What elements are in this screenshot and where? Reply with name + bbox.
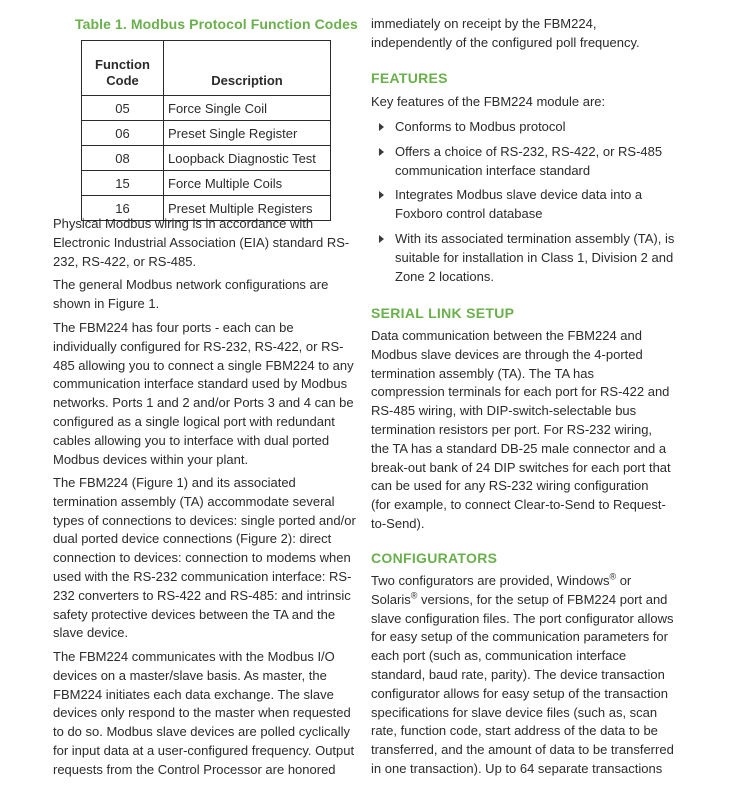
- list-item: Conforms to Modbus protocol: [371, 118, 681, 137]
- features-intro: Key features of the FBM224 module are:: [371, 94, 606, 109]
- column-header-description: Description: [164, 41, 331, 96]
- table-row: [82, 171, 331, 196]
- paragraph-network-config: The general Modbus network configurations are shown in Figure 1.: [53, 277, 329, 311]
- cell-description: Force Multiple Coils: [164, 171, 331, 196]
- bullet-arrow-icon: [379, 123, 384, 131]
- cell-code: 16: [82, 196, 164, 221]
- table-row: [82, 146, 331, 171]
- features-heading: FEATURES: [371, 70, 448, 86]
- bullet-arrow-icon: [379, 191, 384, 199]
- table-header-row: [82, 41, 331, 96]
- bullet-arrow-icon: [379, 148, 384, 156]
- column-header-function-code: Function Code: [82, 41, 164, 96]
- paragraph-wiring: Physical Modbus wiring is in accordance with Electronic Industrial Association (EIA) standard RS-232, RS-422, or RS-485.: [53, 216, 350, 269]
- list-item: With its associated termination assembly (TA), is suitable for installation in Class 1, Division 2 and Zone 2 locations.: [371, 230, 681, 286]
- paragraph-master-slave: The FBM224 communicates with the Modbus I/O devices on a master/slave basis. As master, the FBM224 initiates each data exchange. The slave devices only respond to the master when requested to do so. Modbus slave devices are polled cyclically for input data at a user-configured frequency. Output requests from the Control Processor are honored: [53, 649, 355, 777]
- paragraph-continuation: immediately on receipt by the FBM224, independently of the configured poll frequency.: [371, 16, 640, 50]
- paragraph-ports: The FBM224 has four ports - each can be individually configured for RS-232, RS-422, or RS-485 allowing you to connect a single FBM224 to any communication interface standard used by Modbus networks. Ports 1 and 2 and/or Ports 3 and 4 can be configured as a single logical port with redundant cables allowing you to interface with dual ported Modbus devices within your plant.: [53, 320, 354, 467]
- cell-code: 08: [82, 146, 164, 171]
- list-item: Integrates Modbus slave device data into a Foxboro control database: [371, 186, 681, 224]
- cell-code: 06: [82, 121, 164, 146]
- features-list: [371, 118, 681, 292]
- cell-description: Force Single Coil: [164, 96, 331, 121]
- cell-description: Preset Multiple Registers: [164, 196, 331, 221]
- paragraph-serial-link: Data communication between the FBM224 and Modbus slave devices are through the 4-ported termination assembly (TA). The TA has compression terminals for each port for RS-422 and RS-485 wiring, with DIP-switch-selectable bus termination resistors per port. For RS-232 wiring, the TA has a standard DB-25 male connector and a break-out bank of 24 DIP switches for each port that can be used for any RS-232 wiring configuration (for example, to connect Clear-to-Send to Request-to-Send).: [371, 328, 671, 531]
- cell-code: 15: [82, 171, 164, 196]
- function-codes-table: [81, 40, 331, 221]
- list-item: Offers a choice of RS-232, RS-422, or RS-485 communication interface standard: [371, 143, 681, 181]
- table-row: [82, 121, 331, 146]
- cell-code: 05: [82, 96, 164, 121]
- table-row: [82, 96, 331, 121]
- configurators-heading: CONFIGURATORS: [371, 550, 498, 566]
- paragraph-configurators: Two configurators are provided, Windows® or Solaris® versions, for the setup of FBM224 port and slave configuration files. The port configurator allows for easy setup of the communication parameters for each port (such as, communication interface standard, baud rate, parity). The device transaction configurator allows for easy setup of the transaction specifications for slave device files (such as, scan rate, function code, start address of the data to be transferred, and the amount of data to be transferred in one transaction). Up to 64 separate transactions: [371, 571, 674, 776]
- paragraph-connections: The FBM224 (Figure 1) and its associated termination assembly (TA) accommodate several types of connections to devices: single ported and/or dual ported device connections (Figure 2): direct connection to devices: connection to modems when used with the RS-232 communication interface: RS-232 converters to RS-422 and RS-485: and intrinsic safety protective devices between the TA and the slave device.: [53, 475, 356, 641]
- cell-description: Loopback Diagnostic Test: [164, 146, 331, 171]
- cell-description: Preset Single Register: [164, 121, 331, 146]
- table-caption: Table 1. Modbus Protocol Function Codes: [75, 16, 358, 32]
- bullet-arrow-icon: [379, 235, 384, 243]
- serial-link-heading: SERIAL LINK SETUP: [371, 305, 515, 321]
